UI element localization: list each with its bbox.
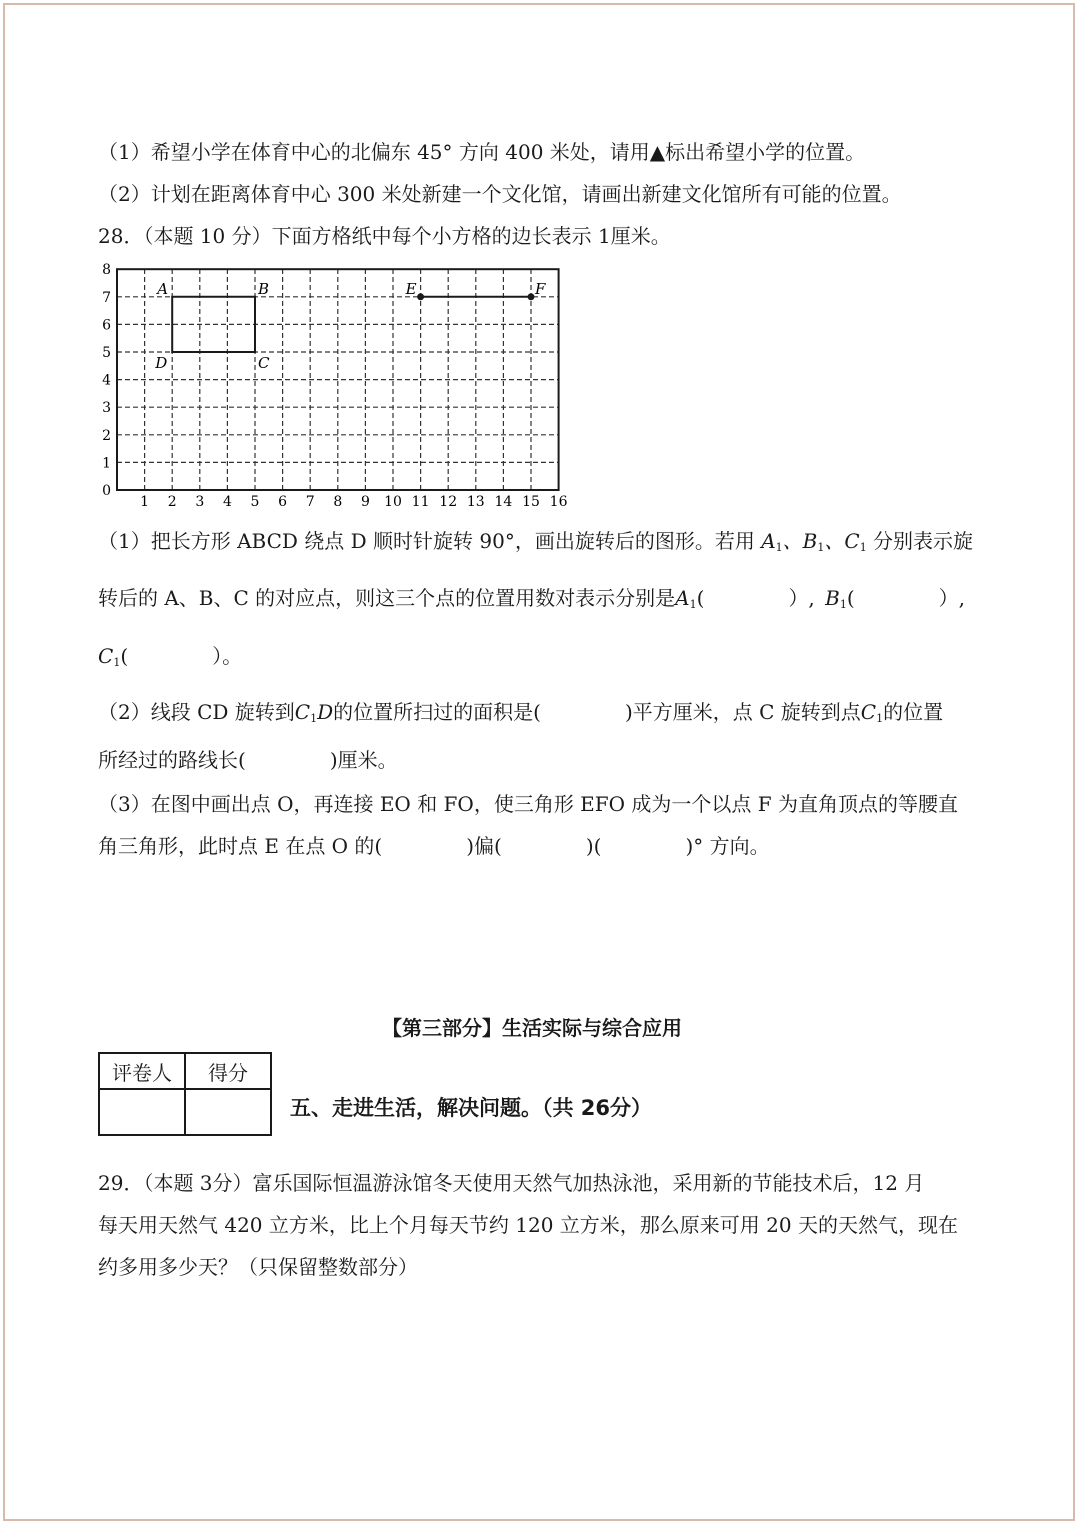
- x-tick-label: 8: [333, 494, 343, 510]
- y-tick-label: 7: [102, 289, 111, 306]
- y-tick-label: 5: [102, 345, 111, 361]
- x-tick-label: 16: [549, 494, 568, 510]
- q28-part3-line1: （3）在图中画出点 O，再连接 EO 和 FO，使三角形 EFO 成为一个以点 F 为直角顶点的等腰直: [98, 792, 958, 816]
- q28-part3-line2: 角三角形，此时点 E 在点 O 的( )偏( )( )° 方向。: [98, 834, 770, 858]
- y-tick-label: 4: [102, 372, 111, 389]
- x-tick-label: 2: [167, 494, 177, 510]
- q29-line1: 29．（本题 3分）富乐国际恒温游泳馆冬天使用天然气加热泳池，采用新的节能技术后，12 月: [98, 1171, 925, 1195]
- x-tick-label: 11: [411, 494, 430, 510]
- x-tick-label: 15: [522, 494, 540, 510]
- x-tick-label: 12: [439, 494, 458, 510]
- y-tick-label: 0: [102, 483, 111, 499]
- y-tick-label: 2: [102, 427, 111, 444]
- q28-part1-line1: （1）把长方形 ABCD 绕点 D 顺时针旋转 90°，画出旋转后的图形。若用 $A_1$、$B_1$、$C_1$ 分别表示旋: [98, 529, 974, 554]
- y-tick-label: 8: [102, 262, 111, 279]
- q28-header: 28．（本题 10 分）下面方格纸中每个小方格的边长表示 1厘米。: [98, 224, 671, 248]
- label-point-f: F: [535, 279, 546, 298]
- grader-score-table: [98, 1052, 272, 1136]
- point-e: [417, 293, 424, 300]
- x-tick-label: 7: [305, 494, 315, 510]
- x-tick-label: 1: [140, 494, 150, 510]
- y-tick-label: 6: [102, 317, 111, 334]
- q28-part1-line2: 转后的 A、B、C 的对应点，则这三个点的位置用数对表示分别是$A_1$( ）, $B_1$( ）,: [98, 586, 966, 611]
- section-title: 【第三部分】生活实际与综合应用: [382, 1016, 682, 1040]
- q28-part2-line1: （2）线段 CD 旋转到$C_1D$的位置所扫过的面积是( )平方厘米，点 C 旋转到点$C_1$的位置: [98, 700, 944, 725]
- x-tick-label: 10: [384, 494, 402, 510]
- x-tick-label: 5: [250, 494, 260, 510]
- grader-cell[interactable]: [99, 1089, 185, 1135]
- x-tick-label: 13: [466, 494, 485, 510]
- q29-line2: 每天用天然气 420 立方米，比上个月每天节约 120 立方米，那么原来可用 20 天的天然气，现在: [98, 1213, 958, 1237]
- label-point-c: C: [258, 354, 270, 372]
- grader-header: 评卷人: [99, 1053, 185, 1089]
- score-cell[interactable]: [185, 1089, 271, 1135]
- y-tick-label: 1: [102, 455, 111, 472]
- label-point-e: E: [405, 279, 417, 298]
- q28-part1-line3: $C_1$( ）。: [98, 644, 243, 669]
- q28-part2-line2: 所经过的路线长( )厘米。: [98, 748, 398, 772]
- q29-line3: 约多用多少天？（只保留整数部分）: [98, 1255, 418, 1279]
- q27-part2: （2）计划在距离体育中心 300 米处新建一个文化馆，请画出新建文化馆所有可能的位置。: [98, 182, 902, 206]
- score-header: 得分: [185, 1053, 271, 1089]
- label-point-a: A: [157, 279, 169, 298]
- x-tick-label: 6: [278, 494, 288, 510]
- part-heading: 五、走进生活，解决问题。（共 26分）: [290, 1096, 653, 1120]
- y-tick-label: 3: [102, 400, 111, 417]
- q27-part1: （1）希望小学在体育中心的北偏东 45° 方向 400 米处，请用▲标出希望小学的位置。: [98, 140, 866, 164]
- label-point-d: D: [155, 354, 168, 372]
- x-tick-label: 9: [360, 494, 370, 510]
- x-tick-label: 14: [494, 494, 513, 510]
- label-point-b: B: [258, 279, 270, 298]
- grid-paper: [96, 256, 576, 510]
- point-f: [528, 293, 535, 300]
- x-tick-label: 3: [195, 494, 205, 510]
- x-tick-label: 4: [222, 494, 232, 510]
